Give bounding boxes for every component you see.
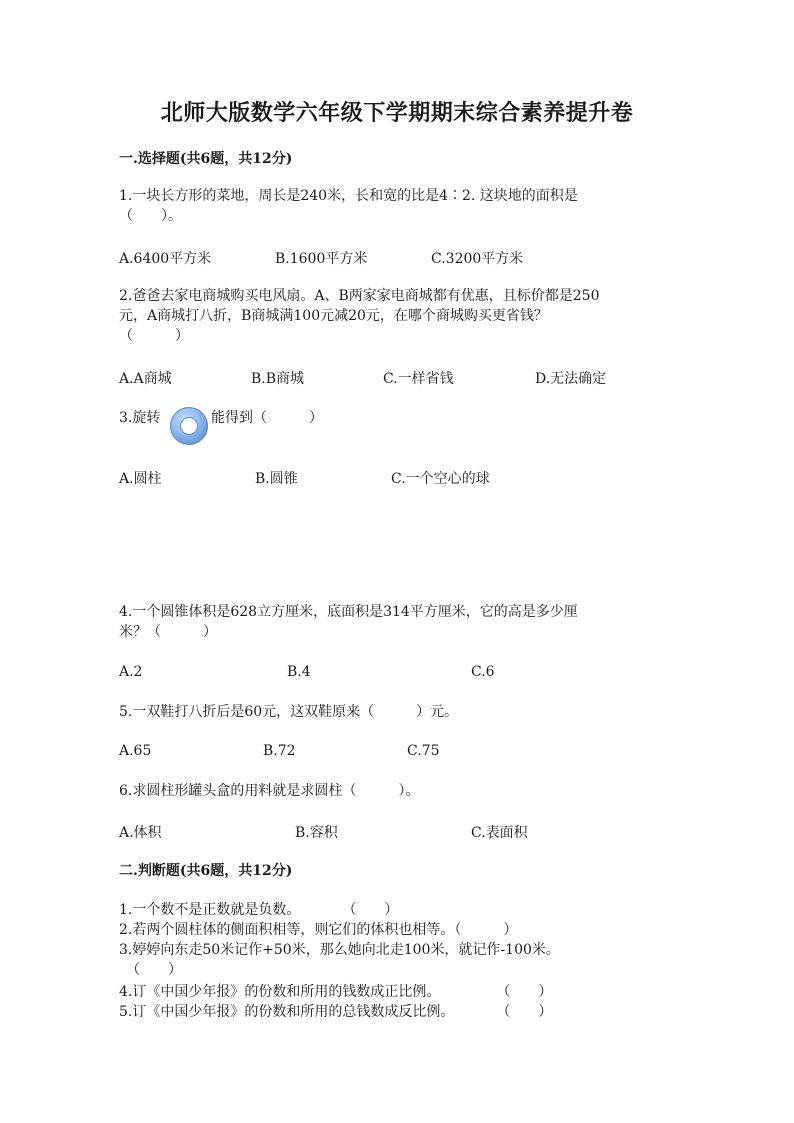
question-6-option-b: B.容积 (295, 825, 338, 841)
question-5-option-c: C.75 (407, 743, 440, 759)
question-5-option-a: A.65 (119, 743, 152, 759)
question-2-option-d: D.无法确定 (535, 371, 607, 387)
question-6-line-1: 6.求圆柱形罐头盒的用料就是求圆柱（ ）。 (119, 783, 420, 799)
question-2-option-a: A.A商城 (119, 371, 172, 387)
question-3-suffix: 能得到（ ） (211, 410, 323, 426)
question-4-option-b: B.4 (287, 664, 311, 680)
judgement-item-3-continued: （ ） (119, 962, 182, 978)
question-4-option-a: A.2 (119, 664, 143, 680)
question-3-option-b: B.圆锥 (255, 471, 298, 487)
judgement-item-5: 5.订《中国少年报》的份数和所用的总钱数成反比例。 （ ） (119, 1004, 553, 1020)
question-6-option-c: C.表面积 (471, 825, 528, 841)
judgement-item-1: 1.一个数不是正数就是负数。 （ ） (119, 902, 399, 918)
question-2-option-c: C.一样省钱 (383, 371, 454, 387)
question-4-option-c: C.6 (471, 664, 495, 680)
question-1-option-c: C.3200平方米 (431, 251, 524, 267)
question-2-line-2: 元，A商城打八折，B商城满100元减20元，在哪个商城购买更省钱？ (119, 308, 548, 324)
question-4-line-2: 米？（ ） (119, 624, 217, 640)
judgement-item-2: 2.若两个圆柱体的侧面积相等，则它们的体积也相等。（ ） (119, 922, 518, 938)
judgement-item-4: 4.订《中国少年报》的份数和所用的钱数成正比例。 （ ） (119, 984, 553, 1000)
question-5-line-1: 5.一双鞋打八折后是60元，这双鞋原来（ ）元。 (119, 704, 459, 720)
question-3-option-c: C.一个空心的球 (391, 471, 490, 487)
question-4-line-1: 4.一个圆锥体积是628立方厘米，底面积是314平方厘米，它的高是多少厘 (119, 604, 578, 620)
section-heading-judgement: 二.判断题(共6题，共12分) (119, 863, 293, 879)
question-1-option-a: A.6400平方米 (119, 251, 212, 267)
question-6-option-a: A.体积 (119, 825, 162, 841)
question-2-option-b: B.B商城 (251, 371, 305, 387)
question-1-option-b: B.1600平方米 (275, 251, 368, 267)
page-title: 北师大版数学六年级下学期期末综合素养提升卷 (160, 100, 634, 126)
question-2-line-1: 2.爸爸去家电商城购买电风扇。A、B两家家电商城都有优惠，且标价都是250 (119, 288, 600, 304)
question-2-line-3: （ ） (119, 328, 189, 344)
section-heading-choice: 一.选择题(共6题，共12分) (119, 151, 293, 167)
torus-figure-icon (170, 407, 208, 445)
question-5-option-b: B.72 (263, 743, 296, 759)
question-1-line-1: 1.一块长方形的菜地，周长是240米，长和宽的比是4∶2. 这块地的面积是 (119, 188, 578, 204)
question-3-option-a: A.圆柱 (119, 471, 162, 487)
question-3-prefix: 3.旋转 (119, 410, 161, 426)
judgement-item-3: 3.婷婷向东走50米记作+50米，那么她向北走100米，就记作-100米。 (119, 942, 560, 958)
torus-hole (181, 418, 197, 434)
question-1-line-2: （ ）。 (119, 208, 182, 224)
